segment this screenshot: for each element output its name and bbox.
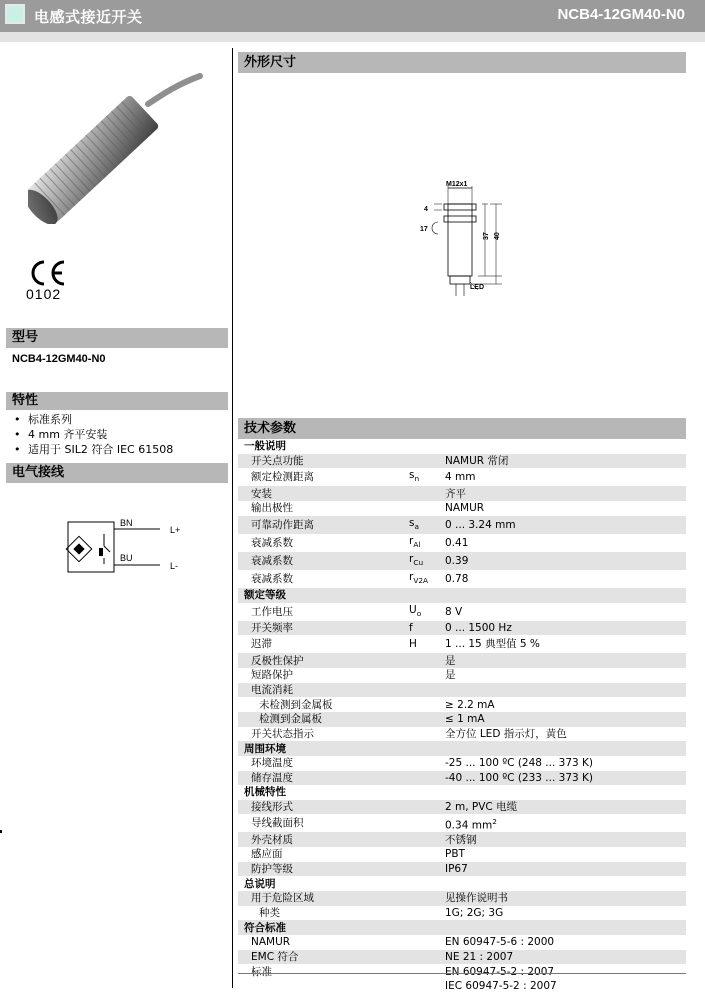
- dim-label-led: LED: [470, 284, 484, 291]
- spec-symbol-main: r: [409, 534, 414, 547]
- spec-value-text: 2 m, PVC 电缆: [445, 801, 518, 814]
- wire-label-minus: L-: [170, 561, 179, 571]
- spec-value: [445, 588, 686, 603]
- spec-symbol-sub: n: [414, 474, 420, 484]
- spec-row: [238, 603, 686, 621]
- spec-name: 开关频率: [238, 621, 409, 636]
- spec-table: [238, 439, 686, 993]
- spec-row: [238, 847, 686, 862]
- wiring-diagram: [60, 512, 200, 582]
- spec-symbol: [409, 785, 445, 800]
- spec-value: [445, 603, 686, 621]
- spec-symbol: [409, 935, 445, 950]
- spec-value-text: 0 ... 1500 Hz: [445, 622, 512, 635]
- spec-value: [445, 552, 686, 570]
- spec-symbol: [409, 906, 445, 921]
- spec-name: 一般说明: [244, 440, 286, 453]
- spec-symbol: [409, 683, 445, 698]
- spec-row: [238, 727, 686, 742]
- spec-name: 衰减系数: [251, 536, 293, 549]
- spec-value-text: 是: [445, 654, 456, 667]
- spec-category-row: [238, 876, 686, 891]
- spec-row: [238, 832, 686, 847]
- spec-value: [445, 454, 686, 469]
- spec-category-row: [238, 439, 686, 454]
- spec-name: 储存温度: [238, 771, 409, 786]
- spec-symbol-main: s: [409, 516, 415, 529]
- spec-row: [238, 653, 686, 668]
- header-strip: [0, 32, 705, 42]
- spec-row: [238, 697, 686, 712]
- spec-value: [445, 950, 686, 965]
- spec-value-text: NAMUR 常闭: [445, 454, 509, 467]
- spec-value: [445, 635, 686, 653]
- spec-symbol: [409, 516, 445, 534]
- spec-name: 导线截面积: [251, 817, 304, 830]
- spec-row: [238, 454, 686, 469]
- spec-symbol: [409, 741, 445, 756]
- spec-category-row: [238, 920, 686, 935]
- spec-row: [238, 501, 686, 516]
- spec-value: [445, 653, 686, 668]
- spec-row: [238, 906, 686, 921]
- ce-mark-icon: [26, 258, 70, 288]
- spec-value: [445, 683, 686, 698]
- spec-value-text: 0.34 mm: [445, 819, 493, 832]
- column-divider: [232, 48, 233, 988]
- features-section-title: 特性: [6, 392, 228, 410]
- spec-symbol: [409, 920, 445, 935]
- spec-row: [238, 683, 686, 698]
- spec-name: 工作电压: [251, 605, 293, 618]
- spec-value: [445, 964, 686, 993]
- spec-name: 符合标准: [238, 920, 409, 935]
- spec-name: NAMUR: [251, 936, 291, 949]
- spec-value-text: 是: [445, 669, 456, 682]
- spec-row: [238, 621, 686, 636]
- ce-number: 0102: [26, 286, 62, 302]
- spec-category-row: [238, 741, 686, 756]
- spec-name: EMC 符合: [238, 950, 409, 965]
- spec-name: 额定等级: [238, 588, 409, 603]
- spec-value-text: 0.41: [445, 536, 469, 549]
- spec-name: 衰减系数: [251, 572, 293, 585]
- spec-name: 输出极性: [251, 502, 293, 515]
- spec-value-text: IP67: [445, 863, 468, 876]
- dimensions-section-title: 外形尺寸: [238, 52, 686, 73]
- spec-name: 接线形式: [238, 800, 409, 815]
- spec-category-row: [238, 785, 686, 800]
- spec-value: [445, 771, 686, 786]
- table-bottom-rule: [238, 973, 686, 974]
- dimension-drawing: [412, 178, 516, 300]
- spec-symbol-sub: o: [416, 608, 422, 618]
- header-color-square: [5, 4, 25, 24]
- dim-label-thread: M12x1: [446, 181, 468, 188]
- spec-symbol: [409, 814, 445, 832]
- spec-value-text: PBT: [445, 848, 465, 861]
- spec-symbol: [409, 621, 445, 636]
- spec-value: [445, 621, 686, 636]
- spec-row: [238, 486, 686, 501]
- spec-value: [445, 832, 686, 847]
- spec-name: 反极性保护: [238, 653, 409, 668]
- spec-name: 总说明: [244, 877, 276, 890]
- spec-value: [445, 756, 686, 771]
- spec-value: [445, 727, 686, 742]
- spec-value: [445, 862, 686, 877]
- spec-name: 迟滞: [251, 638, 272, 651]
- spec-row: [238, 862, 686, 877]
- wiring-section-title: 电气接线: [6, 463, 228, 483]
- dim-label-40: 40: [494, 232, 501, 240]
- spec-symbol: [409, 668, 445, 683]
- spec-value: [445, 891, 686, 906]
- spec-category-row: [238, 588, 686, 603]
- spec-value-text: 全方位 LED 指示灯，黄色: [445, 727, 567, 740]
- spec-symbol-sub: V2A: [413, 576, 429, 586]
- spec-symbol-sub: Al: [413, 539, 421, 549]
- spec-symbol-main: H: [409, 638, 417, 651]
- spec-row: [238, 552, 686, 570]
- spec-value-text: 1G; 2G; 3G: [445, 906, 504, 919]
- spec-symbol: [409, 891, 445, 906]
- spec-symbol: [409, 727, 445, 742]
- spec-symbol: [409, 552, 445, 570]
- specs-section-title: 技术参数: [238, 418, 686, 439]
- spec-value: [445, 534, 686, 552]
- spec-name: 短路保护: [251, 669, 293, 682]
- header-bar: [0, 0, 705, 32]
- feature-item: • 4 mm 齐平安装: [14, 427, 173, 442]
- spec-symbol: [409, 468, 445, 486]
- wire-label-plus: L+: [170, 525, 181, 535]
- spec-symbol-main: s: [409, 469, 415, 482]
- spec-name: 额定检测距离: [251, 471, 314, 484]
- wire-label-bn: BN: [120, 518, 133, 528]
- spec-row: [238, 668, 686, 683]
- spec-row: [238, 534, 686, 552]
- spec-name: 衰减系数: [238, 552, 409, 570]
- spec-value-text: ≤ 1 mA: [445, 713, 485, 726]
- dim-label-37: 37: [483, 232, 490, 240]
- spec-value: [445, 486, 686, 501]
- spec-name: 感应面: [251, 848, 283, 861]
- margin-tick: [0, 830, 2, 833]
- spec-row: [238, 468, 686, 486]
- dim-label-17: 17: [420, 226, 428, 233]
- feature-item: • 适用于 SIL2 符合 IEC 61508: [14, 442, 173, 457]
- spec-name: 可靠动作距离: [238, 516, 409, 534]
- spec-name: 检测到金属板: [238, 712, 409, 727]
- spec-name: [238, 964, 409, 993]
- spec-symbol: [409, 486, 445, 501]
- spec-symbol-sub: a: [414, 521, 419, 531]
- spec-value: [445, 516, 686, 534]
- spec-symbol: [409, 635, 445, 653]
- spec-value-text: 0.39: [445, 554, 469, 567]
- spec-name: 周围环境: [238, 741, 409, 756]
- spec-symbol-main: r: [409, 552, 414, 565]
- spec-value: [445, 697, 686, 712]
- spec-value-text-2: IEC 60947-5-2 : 2007: [445, 980, 557, 993]
- model-value: NCB4-12GM40-N0: [12, 353, 106, 365]
- spec-symbol: [409, 697, 445, 712]
- spec-row: [238, 935, 686, 950]
- spec-name: 用于危险区域: [238, 891, 409, 906]
- spec-value: [445, 876, 686, 891]
- spec-symbol: [409, 534, 445, 552]
- spec-value: [445, 814, 686, 832]
- spec-symbol: [409, 800, 445, 815]
- spec-name: 安装: [238, 486, 409, 501]
- spec-row: [238, 771, 686, 786]
- spec-value: [445, 847, 686, 862]
- spec-row: [238, 516, 686, 534]
- model-section-title: 型号: [6, 328, 228, 348]
- spec-name: 环境温度: [251, 757, 293, 770]
- spec-symbol-main: U: [409, 603, 417, 616]
- spec-symbol: [409, 653, 445, 668]
- spec-value: [445, 501, 686, 516]
- spec-name: 外壳材质: [238, 832, 409, 847]
- spec-symbol: [409, 712, 445, 727]
- spec-row: [238, 570, 686, 588]
- spec-symbol: [409, 771, 445, 786]
- spec-symbol: [409, 964, 445, 993]
- spec-value-text: 0.78: [445, 572, 469, 585]
- dim-label-4: 4: [424, 206, 428, 213]
- spec-value: [445, 439, 686, 454]
- spec-symbol: [409, 603, 445, 621]
- spec-value: [445, 935, 686, 950]
- spec-value: [445, 570, 686, 588]
- spec-row: [238, 950, 686, 965]
- spec-symbol: [409, 950, 445, 965]
- spec-name: 未检测到金属板: [259, 698, 333, 711]
- page-title: 电感式接近开关: [34, 8, 143, 26]
- spec-value-text: 见操作说明书: [445, 892, 508, 905]
- spec-symbol-main: f: [409, 622, 413, 635]
- spec-value: [445, 468, 686, 486]
- spec-value-text: NE 21 : 2007: [445, 950, 514, 963]
- spec-row: [238, 712, 686, 727]
- spec-name: 开关状态指示: [251, 727, 314, 740]
- header-model: NCB4-12GM40-N0: [557, 6, 685, 23]
- spec-row: [238, 964, 686, 993]
- features-list: [14, 412, 173, 457]
- spec-value-sup: 2: [492, 816, 497, 826]
- spec-value-text: -40 ... 100 ºC (233 ... 373 K): [445, 771, 594, 784]
- spec-row: [238, 814, 686, 832]
- spec-symbol: [409, 454, 445, 469]
- spec-name: 电流消耗: [238, 683, 409, 698]
- spec-value-text: 4 mm: [445, 471, 476, 484]
- spec-name: 防护等级: [238, 862, 409, 877]
- spec-row: [238, 891, 686, 906]
- spec-value-text: 0 ... 3.24 mm: [445, 518, 516, 531]
- spec-value-text: NAMUR: [445, 502, 485, 515]
- spec-value-text: ≥ 2.2 mA: [445, 698, 495, 711]
- spec-value-text: 齐平: [445, 487, 466, 500]
- spec-value: [445, 741, 686, 756]
- spec-row: [238, 756, 686, 771]
- spec-value: [445, 800, 686, 815]
- spec-name: 开关点功能: [238, 454, 409, 469]
- spec-symbol: [409, 847, 445, 862]
- spec-value: [445, 668, 686, 683]
- spec-value: [445, 906, 686, 921]
- spec-symbol: [409, 588, 445, 603]
- spec-value-text: 不锈钢: [445, 833, 477, 846]
- spec-symbol: [409, 439, 445, 454]
- spec-symbol: [409, 501, 445, 516]
- spec-symbol-main: r: [409, 570, 414, 583]
- wire-label-bu: BU: [120, 553, 133, 563]
- spec-symbol: [409, 570, 445, 588]
- spec-name: 种类: [259, 906, 280, 919]
- sensor-photo: [28, 64, 208, 224]
- spec-name: 机械特性: [244, 786, 286, 799]
- spec-row: [238, 635, 686, 653]
- spec-value-text: -25 ... 100 ºC (248 ... 373 K): [445, 757, 594, 770]
- spec-value: [445, 785, 686, 800]
- spec-value: [445, 712, 686, 727]
- spec-symbol: [409, 876, 445, 891]
- spec-value-text: EN 60947-5-6 : 2000: [445, 936, 555, 949]
- spec-value: [445, 920, 686, 935]
- spec-value-text: 1 ... 15 典型值 5 %: [445, 638, 540, 651]
- spec-symbol-sub: Cu: [413, 557, 424, 567]
- spec-symbol: [409, 756, 445, 771]
- spec-value-text: 8 V: [445, 605, 463, 618]
- feature-item: • 标准系列: [14, 412, 173, 427]
- spec-symbol: [409, 832, 445, 847]
- spec-symbol: [409, 862, 445, 877]
- spec-row: [238, 800, 686, 815]
